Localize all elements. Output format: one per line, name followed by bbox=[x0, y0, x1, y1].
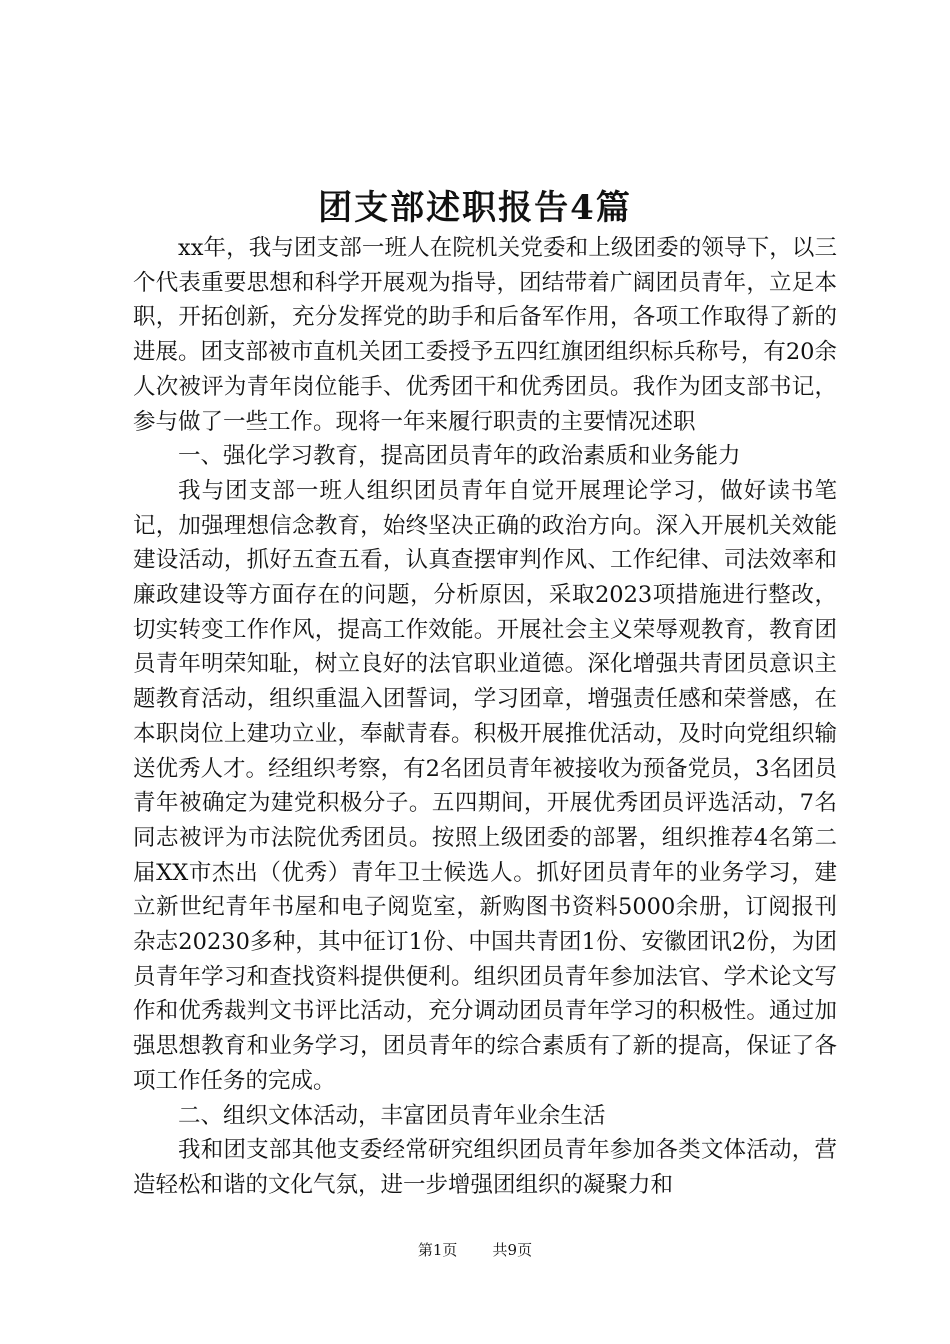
document-body bbox=[133, 231, 837, 1203]
page-number: 第1页 bbox=[417, 1241, 458, 1259]
paragraph-section-1: 我与团支部一班人组织团员青年自觉开展理论学习，做好读书笔记，加强理想信念教育，始终坚决正确的政治方向。深入开展机关效能建设活动，抓好五查五看，认真查摆审判作风、工作纪律、司法效率和廉政建设等方面存在的问题，分析原因，采取2023项措施进行整改，切实转变工作作风，提高工作效能。开展社会主义荣辱观教育，教育团员青年明荣知耻，树立良好的法官职业道德。深化增强共青团员意识主题教育活动，组织重温入团誓词，学习团章，增强责任感和荣誉感，在本职岗位上建功立业，奉献青春。积极开展推优活动，及时向党组织输送优秀人才。经组织考察，有2名团员青年被接收为预备党员，3名团员青年被确定为建党积极分子。五四期间，开展优秀团员评选活动，7名同志被评为市法院优秀团员。按照上级团委的部署，组织推荐4名第二届XX市杰出（优秀）青年卫士候选人。抓好团员青年的业务学习，建立新世纪青年书屋和电子阅览室，新购图书资料5000余册，订阅报刊杂志20230多种，其中征订1份、中国共青团1份、安徽团讯2份，为团员青年学习和查找资料提供便利。组织团员青年参加法官、学术论文写作和优秀裁判文书评比活动，充分调动团员青年学习的积极性。通过加强思想教育和业务学习，团员青年的综合素质有了新的提高，保证了各项工作任务的完成。 bbox=[133, 477, 837, 1094]
document-title: 团支部述职报告4篇 bbox=[318, 188, 632, 228]
section-heading-2: 二、组织文体活动，丰富团员青年业余生活 bbox=[178, 1102, 606, 1129]
paragraph-section-2: 我和团支部其他支委经常研究组织团员青年参加各类文体活动，营造轻松和谐的文化气氛，进一步增强团组织的凝聚力和 bbox=[133, 1137, 837, 1198]
page-total: 共9页 bbox=[492, 1241, 533, 1259]
section-heading-1: 一、强化学习教育，提高团员青年的政治素质和业务能力 bbox=[178, 443, 741, 470]
page-footer bbox=[0, 1240, 950, 1260]
paragraph-intro: xx年，我与团支部一班人在院机关党委和上级团委的领导下，以三个代表重要思想和科学开展观为指导，团结带着广阔团员青年，立足本职，开拓创新，充分发挥党的助手和后备军作用，各项工作取得了新的进展。团支部被市直机关团工委授予五四红旗团组织标兵称号，有20余人次被评为青年岗位能手、优秀团干和优秀团员。我作为团支部书记，参与做了一些工作。现将一年来履行职责的主要情况述职 bbox=[133, 235, 837, 435]
page-separator bbox=[466, 1241, 484, 1259]
